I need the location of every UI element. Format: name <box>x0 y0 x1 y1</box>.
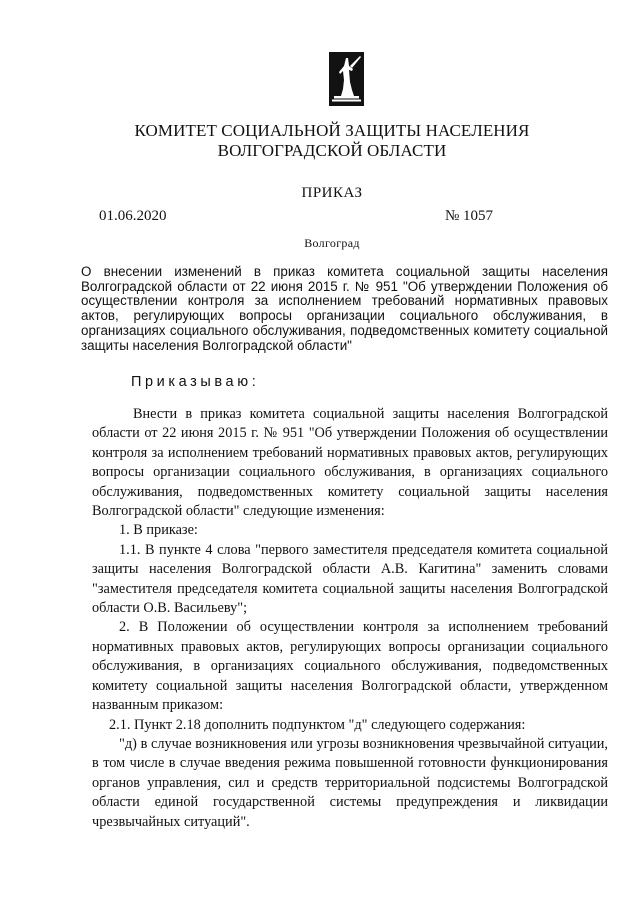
document-date: 01.06.2020 <box>99 208 167 224</box>
document-type: ПРИКАЗ <box>301 185 363 201</box>
organization-name-line2: ВОЛГОГРАДСКОЙ ОБЛАСТИ <box>217 141 447 160</box>
document-body <box>92 405 608 832</box>
volgograd-emblem-icon <box>329 52 364 106</box>
order-word: Приказываю: <box>131 374 260 390</box>
document-subject: О внесении изменений в приказ комитета социальной защиты населения Волгоградской области от 22 июня 2015 г. № 951 "Об утверждении Положения об осуществлении контроля за исполнением требований нормативных правовых актов, регулирующих вопросы организации социального обслуживания, в организациях социального обслуживания, подведомственных комитету социальной защиты населения Волгоградской области" <box>81 264 608 353</box>
quoted-subparagraph: "д) в случае возникновения или угрозы возникновения чрезвычайной ситуации, в том числе в случае введения режима повышенной готовности функционирования органов управления, сил и средств территориальной подсистемы Волгоградской области единой государственной системы предупреждения и ликвидации чрезвычайных ситуаций". <box>92 735 608 830</box>
paragraph-2-1: 2.1. Пункт 2.18 дополнить подпунктом "д" следующего содержания: <box>109 716 526 733</box>
paragraph-1-1: 1.1. В пункте 4 слова "первого заместителя председателя комитета социальной защиты населения Волгоградской области А.В. Кагитина" заменить словами "заместителя председателя комитета социальной защиты населения Волгоградской области О.В. Васильеву"; <box>92 541 608 617</box>
document-number: № 1057 <box>445 208 494 224</box>
organization-name-line1: КОМИТЕТ СОЦИАЛЬНОЙ ЗАЩИТЫ НАСЕЛЕНИЯ <box>134 121 530 140</box>
document-place: Волгоград <box>304 236 360 250</box>
body-intro: Внести в приказ комитета социальной защиты населения Волгоградской области от 22 июня 2015 г. № 951 "Об утверждении Положения об осуществлении контроля за исполнением требований нормативных правовых актов, регулирующих вопросы организации социального обслуживания, в организациях социального обслуживания, подведомственных комитету социальной защиты населения Волгоградской области" следующие изменения: <box>92 406 608 520</box>
paragraph-1: 1. В приказе: <box>119 522 198 539</box>
paragraph-2: 2. В Положении об осуществлении контроля за исполнением требований нормативных правовых актов, регулирующих вопросы организации социального обслуживания, в организациях социального обслуживания, подведомственных комитету социальной защиты населения Волгоградской области, утвержденном названным приказом: <box>92 619 608 714</box>
